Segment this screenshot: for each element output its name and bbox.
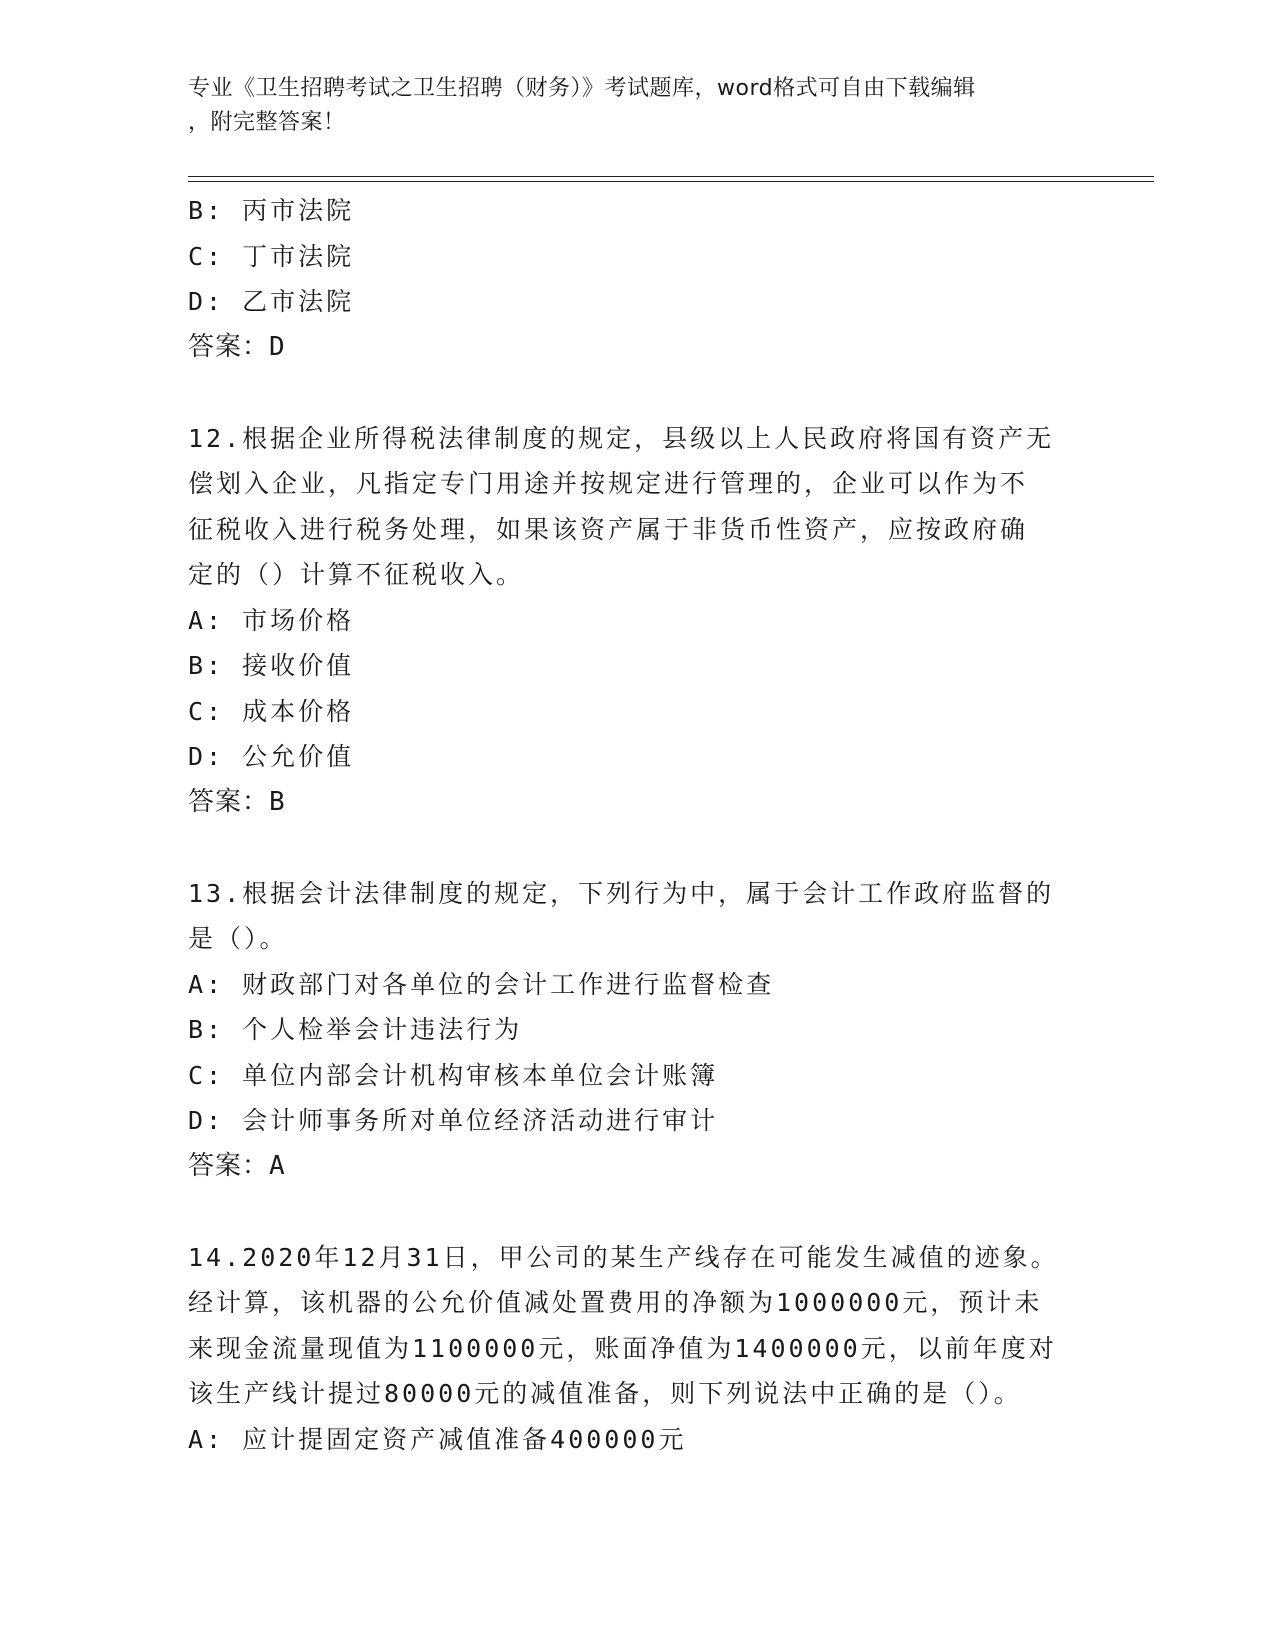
answer-value: A [269,1150,286,1181]
question-stem-line: 偿划入企业，凡指定专门用途并按规定进行管理的，企业可以作为不 [188,469,1029,498]
answer-label: 答案： [188,786,270,817]
question-stem-line: 14.2020年12月31日，甲公司的某生产线存在可能发生减值的迹象。 [188,1242,1059,1272]
header-divider [188,176,1154,182]
question-13 [188,871,1108,1190]
question-stem-line: 征税收入进行税务处理，如果该资产属于非货币性资产，应按政府确 [188,514,1029,544]
question-12 [188,416,1108,826]
answer-label: 答案： [188,1150,270,1181]
answer-label: 答案： [188,331,270,362]
question-stem-line: 定的（）计算不征税收入。 [188,560,525,589]
option-d: D: 公允价值 [188,742,355,771]
option-a: A: 市场价格 [188,605,355,635]
option-b: B: 丙市法院 [188,196,355,225]
option-c: C: 单位内部会计机构审核本单位会计账簿 [188,1060,719,1090]
header-line-1: 专业《卫生招聘考试之卫生招聘（财务）》考试题库，word格式可自由下载编辑 [188,76,976,101]
option-d: D: 乙市法院 [188,287,355,316]
question-11-continuation [188,188,1108,370]
option-c: C: 丁市法院 [188,241,355,271]
question-stem-line: 经计算，该机器的公允价值减处置费用的净额为1000000元，预计未 [188,1288,1043,1317]
answer-line [188,325,1108,371]
header-line-2: ，附完整答案！ [188,110,346,135]
option-d: D: 会计师事务所对单位经济活动进行审计 [188,1106,719,1135]
answer-line [188,780,1108,826]
question-list [188,188,1108,1462]
answer-value: B [269,786,286,817]
answer-line [188,1144,1108,1190]
option-c: C: 成本价格 [188,696,355,726]
answer-value: D [269,331,286,362]
question-stem-line: 是（）。 [188,924,288,953]
question-stem-line: 该生产线计提过80000元的减值准备，则下列说法中正确的是（）。 [188,1379,1022,1408]
spacer [188,1189,1108,1235]
question-stem-line: 13.根据会计法律制度的规定，下列行为中，属于会计工作政府监督的 [188,878,1055,908]
question-14 [188,1235,1108,1463]
spacer [188,825,1108,871]
option-b: B: 接收价值 [188,651,355,680]
spacer [188,370,1108,416]
option-a: A: 财政部门对各单位的会计工作进行监督检查 [188,969,775,999]
option-b: B: 个人检举会计违法行为 [188,1015,523,1044]
question-stem-line: 来现金流量现值为1100000元，账面净值为1400000元，以前年度对 [188,1333,1057,1363]
option-a: A: 应计提固定资产减值准备400000元 [188,1424,687,1454]
document-header [188,72,1088,140]
question-stem-line: 12.根据企业所得税法律制度的规定，县级以上人民政府将国有资产无 [188,423,1055,453]
